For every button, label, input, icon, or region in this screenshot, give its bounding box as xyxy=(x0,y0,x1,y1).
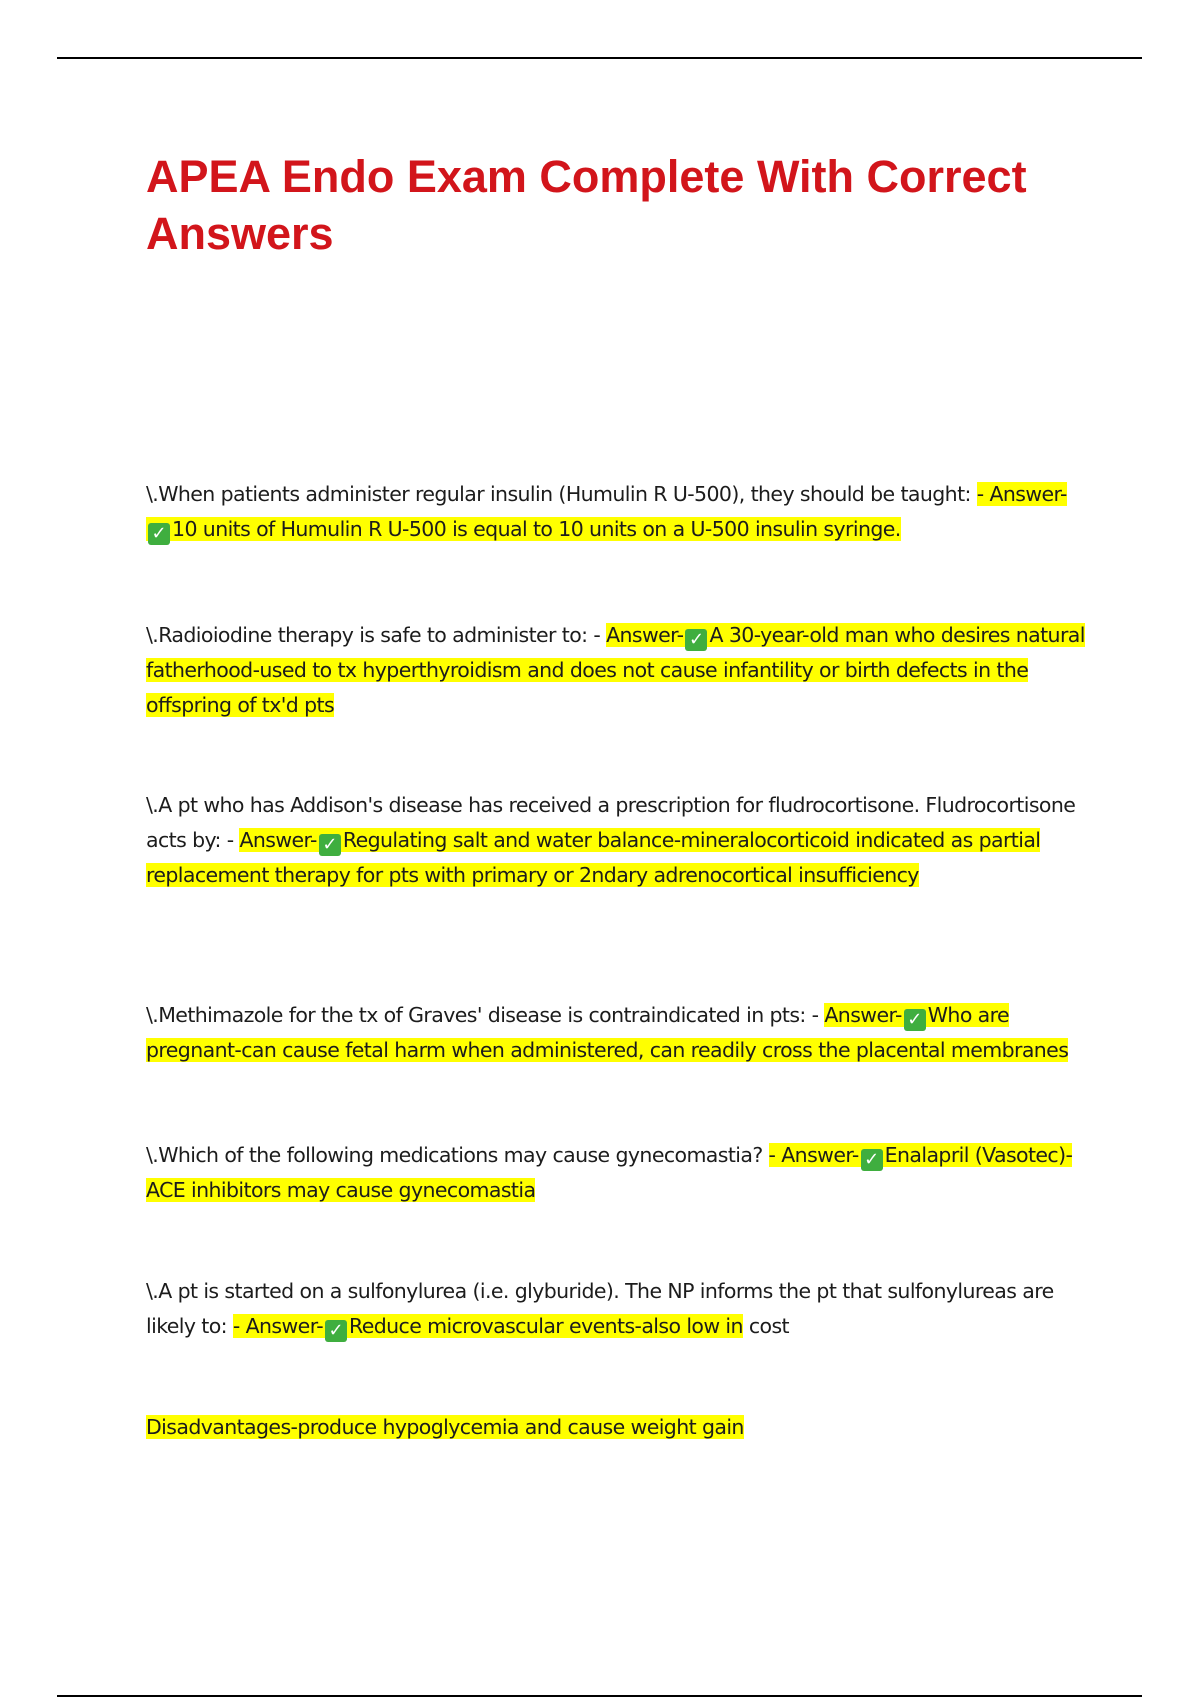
question-item xyxy=(146,618,1091,723)
question-item xyxy=(146,1274,1091,1344)
answer-marker: - Answer- xyxy=(976,482,1067,506)
document-title: APEA Endo Exam Complete With Correct Answers xyxy=(146,151,1027,259)
question-text: \.A pt is started on a sulfonylurea (i.e. glyburide). The NP informs the pt that sulfonylureas are likely to: xyxy=(146,1279,1054,1338)
question-text: \.Methimazole for the tx of Graves' disease is contraindicated in pts: - xyxy=(146,1003,825,1027)
answer-text: Regulating salt and water balance-mineralocorticoid indicated as partial replacement therapy for pts with primary or 2ndary adrenocortical insufficiency xyxy=(146,828,1041,887)
answer-marker: Answer- xyxy=(239,828,317,852)
answer-text: Enalapril (Vasotec)-ACE inhibitors may cause gynecomastia xyxy=(146,1143,1073,1202)
check-mark-icon: ✓ xyxy=(319,834,341,856)
answer-marker: Answer- xyxy=(606,623,684,647)
question-item xyxy=(146,998,1091,1068)
answer-text: A 30-year-old man who desires natural fatherhood-used to tx hyperthyroidism and does not cause infantility or birth defects in the offspring of tx'd pts xyxy=(146,623,1085,717)
note-text: Disadvantages-produce hypoglycemia and cause weight gain xyxy=(146,1415,744,1439)
top-rule xyxy=(57,57,1142,59)
answer-note xyxy=(146,1410,1091,1445)
check-mark-icon: ✓ xyxy=(861,1149,883,1171)
question-item xyxy=(146,477,1091,547)
question-text: \.Radioiodine therapy is safe to administer to: - xyxy=(146,623,607,647)
check-mark-icon: ✓ xyxy=(325,1320,347,1342)
check-mark-icon: ✓ xyxy=(148,523,170,545)
bottom-rule xyxy=(57,1695,1142,1697)
question-text: \.When patients administer regular insulin (Humulin R U-500), they should be taught: xyxy=(146,482,977,506)
check-mark-icon: ✓ xyxy=(685,629,707,651)
question-item xyxy=(146,788,1091,893)
answer-trailing-text: cost xyxy=(742,1314,789,1338)
answer-text: 10 units of Humulin R U-500 is equal to 10 units on a U-500 insulin syringe. xyxy=(172,517,901,541)
question-item xyxy=(146,1138,1091,1208)
answer-text: Who are pregnant-can cause fetal harm when administered, can readily cross the placental membranes xyxy=(146,1003,1069,1062)
answer-marker: - Answer- xyxy=(232,1314,324,1338)
answer-highlight xyxy=(232,1314,743,1341)
question-text: \.A pt who has Addison's disease has received a prescription for fludrocortisone. Fludrocortisone acts by: - xyxy=(146,793,1076,852)
answer-marker: Answer- xyxy=(824,1003,902,1027)
question-text: \.Which of the following medications may cause gynecomastia? xyxy=(146,1143,769,1167)
check-mark-icon: ✓ xyxy=(904,1009,926,1031)
answer-highlight xyxy=(146,828,1040,887)
answer-marker: - Answer- xyxy=(768,1143,859,1167)
answer-text: Reduce microvascular events-also low in xyxy=(349,1314,743,1338)
